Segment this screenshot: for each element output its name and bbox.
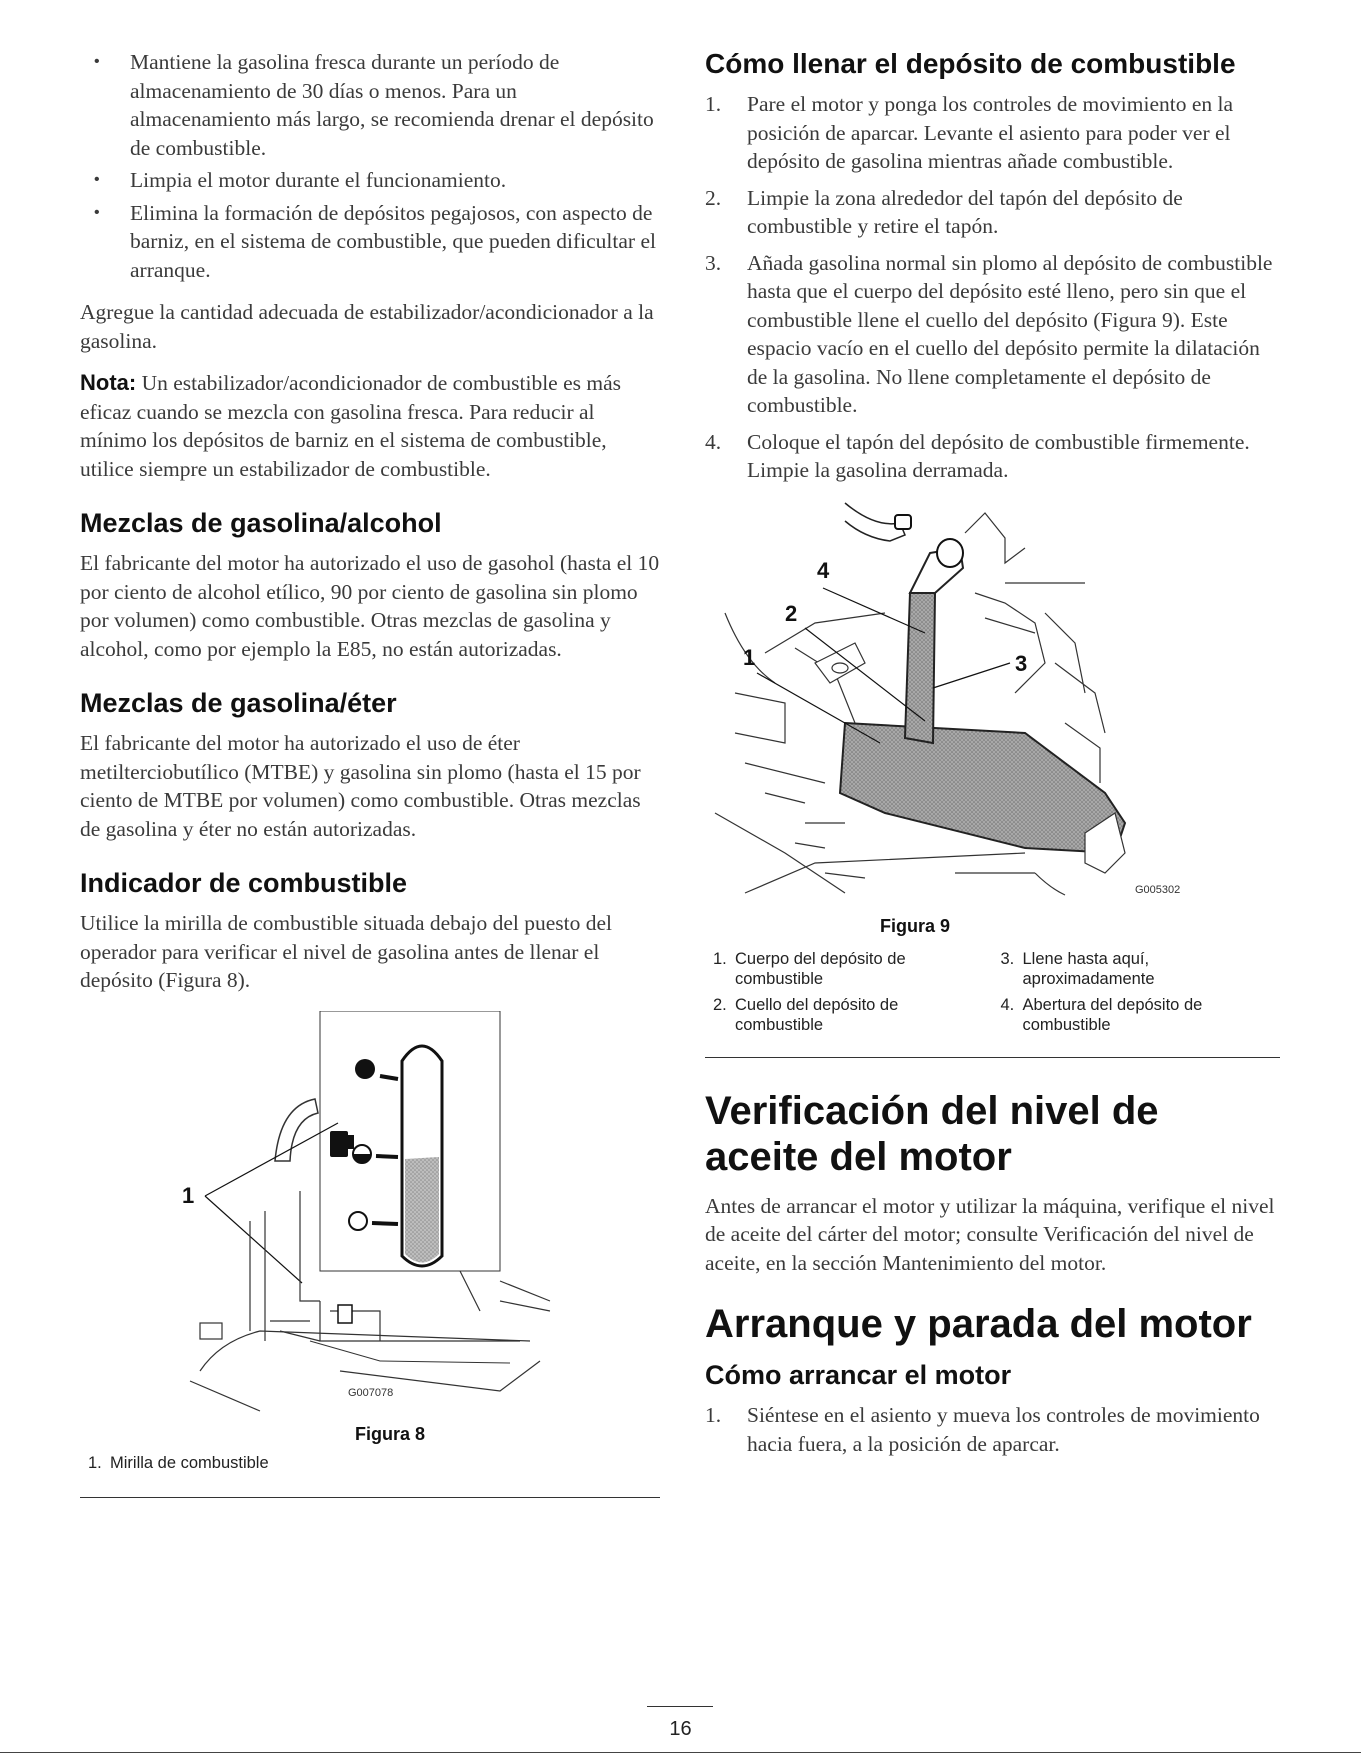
nota-paragraph: [80, 369, 660, 483]
alcohol-heading: Mezclas de gasolina/alcohol: [80, 508, 442, 538]
legend-row: [705, 949, 1280, 995]
arranque-heading: Arranque y parada del motor: [705, 1302, 1252, 1346]
arrancar-subheading: Cómo arrancar el motor: [705, 1360, 1012, 1390]
list-item: • Mantiene la gasolina fresca durante un período de almacenamiento de 30 días o menos. Para un almacenamiento más largo, se recomienda drenar el depósito de combustible.: [80, 48, 660, 162]
legend-text: Mirilla de combustible: [110, 1453, 269, 1472]
legend-item: [705, 995, 993, 1035]
step-item: [705, 1401, 1280, 1458]
stabilizer-benefits-list: [80, 48, 660, 284]
llenar-steps: [705, 90, 1280, 485]
section-divider: [705, 1057, 1280, 1058]
legend-number: 1.: [88, 1453, 102, 1472]
legend-number: 1.: [713, 949, 727, 968]
fuel-tank-illustration: [705, 493, 1280, 913]
figure-9-callout-2: 2: [785, 600, 798, 626]
figure-8-callout-1: 1: [182, 1182, 195, 1208]
alcohol-text: El fabricante del motor ha autorizado el uso de gasohol (hasta el 10 por ciento de alcohol etílico, 90 por ciento de gasolina sin plomo por volumen) como combustible. Otras mezclas de gasolina y alcohol, como por ejemplo la E85, no están autorizadas.: [80, 551, 660, 661]
step-text: Limpie la zona alrededor del tapón del depósito de combustible y retire el tapón.: [747, 185, 1183, 238]
legend-number: 4.: [1000, 995, 1015, 1014]
legend-item: [705, 949, 993, 989]
paragraph-agregue: Agregue la cantidad adecuada de estabilizador/acondicionador a la gasolina.: [80, 300, 654, 353]
step-item: [705, 184, 1280, 241]
figure-9-legend: [705, 949, 1280, 1041]
legend-row: [705, 995, 1280, 1041]
legend-text: Cuello del depósito de combustible: [735, 995, 899, 1034]
left-column: [80, 40, 660, 1498]
step-number: 1.: [705, 92, 722, 116]
aceite-heading: Verificación del nivel de aceite del motor: [705, 1088, 1159, 1179]
llenar-heading: Cómo llenar el depósito de combustible: [705, 48, 1236, 79]
legend-item: [993, 995, 1281, 1035]
eter-text: El fabricante del motor ha autorizado el uso de éter metilterciobutílico (MTBE) y gasolina sin plomo (hasta el 15 por ciento de MTBE por volumen) como combustible. Otras mezclas de gasolina y éter no están autorizadas.: [80, 731, 641, 841]
step-item: [705, 428, 1280, 485]
arrancar-steps: [705, 1401, 1280, 1458]
step-text: Siéntese en el asiento y mueva los controles de movimiento hacia fuera, a la posición de aparcar.: [747, 1403, 1260, 1456]
step-text: Coloque el tapón del depósito de combustible firmemente. Limpie la gasolina derramada.: [747, 429, 1250, 482]
legend-text: Cuerpo del depósito de combustible: [735, 949, 906, 988]
step-number: 2.: [705, 185, 722, 210]
figure-9: [705, 493, 1280, 1058]
figure-8-caption: Figura 8: [354, 1423, 425, 1444]
figure-8-legend: [80, 1453, 660, 1473]
indicador-heading: Indicador de combustible: [80, 868, 408, 898]
indicador-text: Utilice la mirilla de combustible situada debajo del puesto del operador para verificar el nivel de gasolina antes de llenar el depósito (Figura 8).: [80, 911, 612, 992]
step-item: [705, 249, 1280, 420]
footer-line: [0, 1752, 1361, 1753]
legend-item: [993, 949, 1281, 989]
figure-9-callout-3: 3: [1015, 650, 1028, 676]
figure-8-code: G007078: [348, 1386, 394, 1399]
right-column: [705, 40, 1280, 1466]
figure-9-callout-1: 1: [743, 644, 756, 670]
figure-9-code: G005302: [1135, 883, 1181, 896]
nota-text: Un estabilizador/acondicionador de combustible es más eficaz cuando se mezcla con gasolina fresca. Para reducir al mínimo los depósitos de barniz en el sistema de combustible, utilice siempre un estabilizador de combustible.: [80, 371, 622, 481]
list-item: • Elimina la formación de depósitos pegajosos, con aspecto de barniz, en el sistema de combustible, que pueden dificultar el arranque.: [80, 199, 660, 285]
figure-9-caption: Figura 9: [879, 915, 950, 936]
step-number: 3.: [705, 250, 722, 275]
legend-number: 2.: [713, 995, 727, 1014]
step-text: Pare el motor y ponga los controles de movimiento en la posición de aparcar. Levante el asiento para poder ver el depósito de gasolina mientras añade combustible.: [747, 92, 1234, 173]
aceite-text: Antes de arrancar el motor y utilizar la máquina, verifique el nivel de aceite del cárter del motor; consulte Verificación del nivel de aceite, en la sección Mantenimiento del motor.: [705, 1193, 1275, 1275]
legend-number: 3.: [1000, 949, 1015, 968]
fuel-sight-gauge-illustration: [80, 1011, 660, 1421]
step-number: 1.: [705, 1403, 722, 1427]
legend-text: Llene hasta aquí, aproximadamente: [1022, 949, 1155, 988]
step-item: [705, 90, 1280, 176]
step-text: Añada gasolina normal sin plomo al depósito de combustible hasta que el cuerpo del depósito esté lleno, pero sin que el combustible llene el cuello del depósito (Figura 9). Este espacio vacío en el cuello del depósito permite la dilatación de la gasolina. No llene completamente el depósito de combustible.: [747, 250, 1273, 417]
figure-9-callout-4: 4: [817, 557, 830, 583]
list-item: • Limpia el motor durante el funcionamiento.: [80, 166, 660, 195]
nota-label: Nota:: [80, 370, 137, 395]
page-number: 16: [669, 1718, 692, 1740]
eter-heading: Mezclas de gasolina/éter: [80, 688, 397, 718]
section-divider: [80, 1497, 660, 1498]
figure-8: [80, 1011, 660, 1498]
step-number: 4.: [705, 429, 722, 454]
legend-text: Abertura del depósito de combustible: [1022, 995, 1203, 1034]
legend-item: [80, 1453, 480, 1473]
page-number-rule: [647, 1706, 713, 1707]
